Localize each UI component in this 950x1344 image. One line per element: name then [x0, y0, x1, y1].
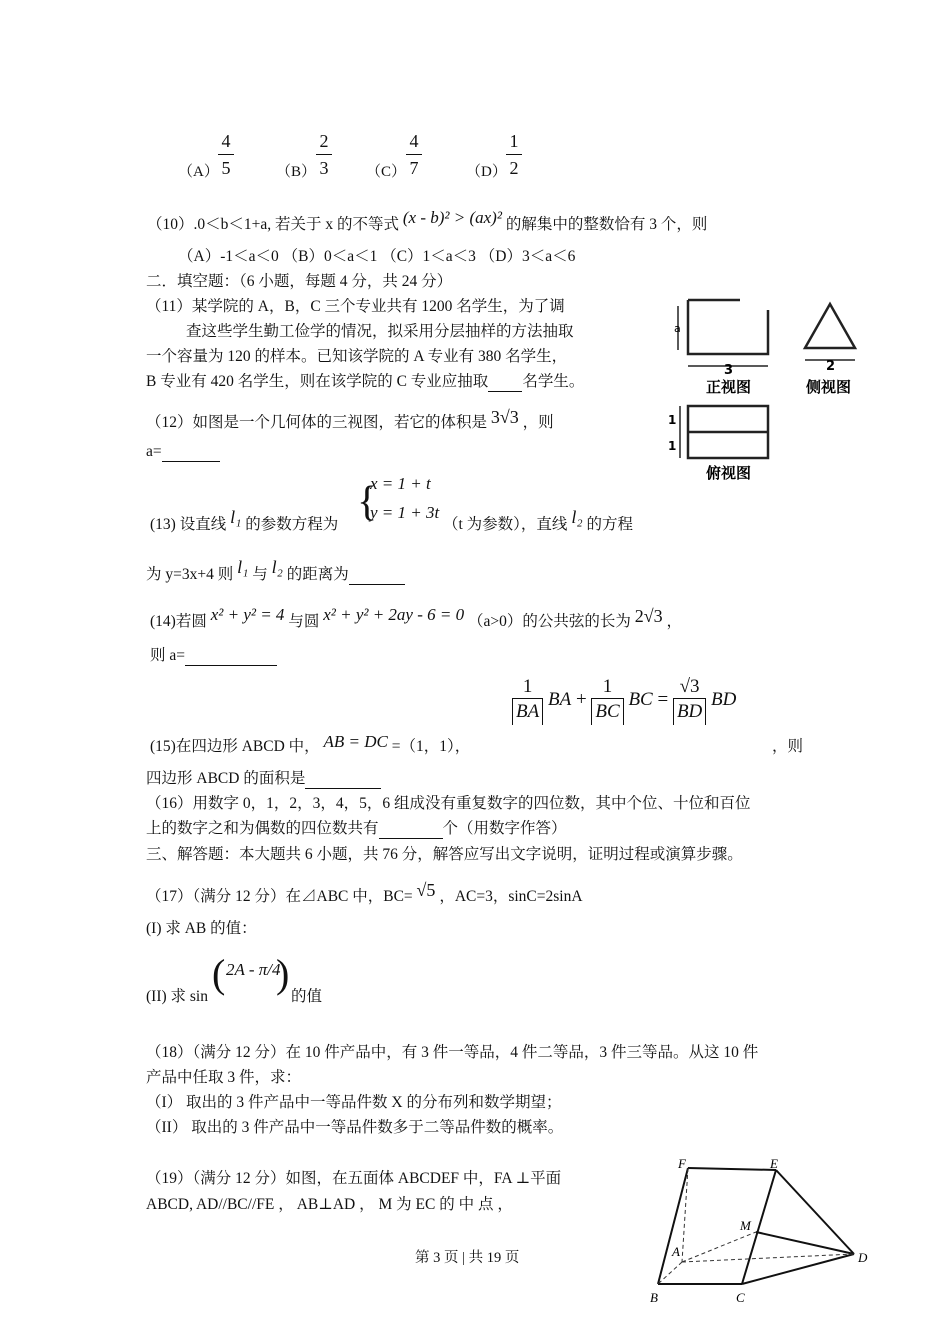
q11-line3: 一个容量为 120 的样本。已知该学院的 A 专业有 380 名学生，	[146, 348, 568, 365]
section-3-heading: 三、解答题：本大题共 6 小题，共 76 分，解答应写出文字说明，证明过程或演算步骤。	[146, 846, 743, 863]
q10-prefix: （10）.0＜b＜1+a, 若关于 x 的不等式	[147, 216, 399, 233]
vertex-C: C	[736, 1290, 745, 1305]
q14-chord-length: 2√3	[634, 606, 663, 626]
q12-line1: （12）如图是一个几何体的三视图，若它的体积是 3√3 ，则	[146, 407, 554, 431]
q17-arg: 2A - π/4	[226, 960, 281, 979]
q14-line1: (14)若圆 x² + y² = 4 与圆 x² + y² + 2ay - 6 = 0 （a>0）的公共弦的长为 2√3 ，	[150, 605, 683, 630]
dim-1a: 1	[668, 413, 677, 427]
q10-inequality: (x - b)² > (ax)²	[402, 208, 502, 227]
q13-blank	[349, 566, 405, 585]
q9-option-fraction: 1 2	[506, 128, 522, 181]
vertex-M: M	[740, 1218, 751, 1233]
q13-line1-end: （t 为参数），直线 l₂ 的方程	[443, 507, 633, 533]
q17-part1: (I) 求 AB 的值：	[146, 920, 257, 937]
dim-1b: 1	[668, 439, 677, 453]
q15-vector-equation: $\frac{1}{BA}$ BA + $\frac{1}{BC}$ BC = $\frac{√3}{BD}$ BD	[512, 676, 736, 725]
page-footer: 第 3 页 | 共 19 页	[415, 1250, 520, 1266]
q14-circle1: x² + y² = 4	[210, 605, 285, 624]
q17-sqrt5: √5	[416, 880, 436, 900]
q16-line2: 上的数字之和为偶数的四位数共有 个（用数字作答）	[146, 820, 567, 837]
q9-option-fraction: 4 5	[218, 128, 234, 181]
vertex-E: E	[770, 1156, 778, 1171]
q14-circle2: x² + y² + 2ay - 6 = 0	[323, 605, 465, 624]
pentahedron-figure	[636, 1152, 876, 1340]
q11-line1: （11）某学院的 A，B，C 三个专业共有 1200 名学生，为了调	[146, 298, 565, 315]
q13-brace: {	[357, 479, 378, 525]
dim-2: 2	[826, 359, 836, 374]
dim-a: a	[674, 322, 681, 335]
q11-blank	[488, 373, 522, 392]
q10-options: （A）-1＜a＜0 （B）0＜a＜1 （C）1＜a＜3 （D）3＜a＜6	[178, 248, 576, 265]
q17-paren-left: (	[212, 951, 226, 996]
q10-line1	[147, 208, 708, 234]
q13-eq1: x = 1 + t	[370, 474, 431, 493]
q15-blank	[305, 770, 381, 789]
q13-eq2: y = 1 + 3t	[370, 503, 440, 522]
q18-part1: （I） 取出的 3 件产品中一等品件数 X 的分布列和数学期望；	[146, 1094, 562, 1111]
top-view-label: 俯视图	[706, 464, 752, 482]
vertex-F: F	[678, 1156, 686, 1171]
q9-option-fraction: 2 3	[316, 128, 332, 181]
q15-vector-eq: AB = DC	[323, 732, 388, 751]
q12-volume: 3√3	[490, 407, 519, 427]
q18-part2: （II） 取出的 3 件产品中一等品件数多于二等品件数的概率。	[146, 1119, 564, 1136]
q11-line4: B 专业有 420 名学生，则在该学院的 C 专业应抽取 名学生。	[146, 373, 585, 390]
q13-l1: l₁	[230, 507, 242, 527]
side-view-triangle	[805, 304, 855, 348]
side-view-label: 侧视图	[806, 378, 852, 396]
q17-line1: （17）（满分 12 分）在⊿ABC 中，BC= √5 ，AC=3，sinC=2sinA	[146, 880, 583, 905]
vertex-D: D	[858, 1250, 868, 1265]
q16-blank	[379, 820, 443, 839]
q9-option-label: （C）	[366, 164, 407, 180]
section-2-heading: 二．填空题：（6 小题，每题 4 分，共 24 分）	[146, 273, 453, 290]
q9-option-label: （D）	[466, 164, 507, 180]
q18-line1: （18）（满分 12 分）在 10 件产品中，有 3 件一等品，4 件二等品，3 件三等品。从这 10 件	[146, 1044, 759, 1061]
q14-blank	[185, 647, 277, 666]
q12-blank	[162, 443, 220, 462]
vertex-A: A	[672, 1244, 680, 1259]
q13-line2: 为 y=3x+4 则 l₁ 与 l₂ 的距离为	[146, 562, 405, 585]
q9-option-fraction: 4 7	[406, 128, 422, 181]
q9-option-label: （A）	[178, 164, 219, 180]
q16-line1: （16）用数字 0，1，2，3，4，5，6 组成没有重复数字的四位数，其中个位、十位和百位	[146, 795, 751, 812]
front-view-label: 正视图	[706, 378, 752, 396]
q12-line2: a=	[146, 443, 220, 462]
q17-part2: (II) 求 sin	[146, 988, 208, 1005]
q9-option-label: （B）	[276, 164, 317, 180]
q11-line2: 查这些学生勤工俭学的情况，拟采用分层抽样的方法抽取	[186, 323, 574, 340]
vertex-B: B	[650, 1290, 658, 1305]
q18-line2: 产品中任取 3 件，求：	[146, 1069, 302, 1086]
q10-suffix: 的解集中的整数恰有 3 个，则	[505, 216, 708, 233]
front-view-shape	[688, 300, 768, 354]
q19-line1: （19）（满分 12 分）如图，在五面体 ABCDEF 中，FA ⊥平面	[146, 1170, 562, 1187]
q15-line2: 四边形 ABCD 的面积是	[146, 766, 381, 789]
q14-line2: 则 a=	[150, 643, 277, 666]
q13-l2: l₂	[571, 507, 583, 527]
three-view-figure	[660, 288, 870, 488]
q15-line1: (15)在四边形 ABCD 中， AB = DC =（1，1），	[150, 732, 471, 755]
q15-line1-end: ，则	[772, 738, 804, 755]
q17-part2-end: 的值	[291, 988, 323, 1005]
q13-line1: (13) 设直线 l₁ 的参数方程为	[150, 507, 339, 533]
dim-3: 3	[724, 363, 734, 378]
q19-line2: ABCD, AD//BC//FE ， AB⊥AD ， M 为 EC 的 中 点 ，	[146, 1196, 513, 1213]
q17-paren-right: )	[276, 951, 290, 996]
